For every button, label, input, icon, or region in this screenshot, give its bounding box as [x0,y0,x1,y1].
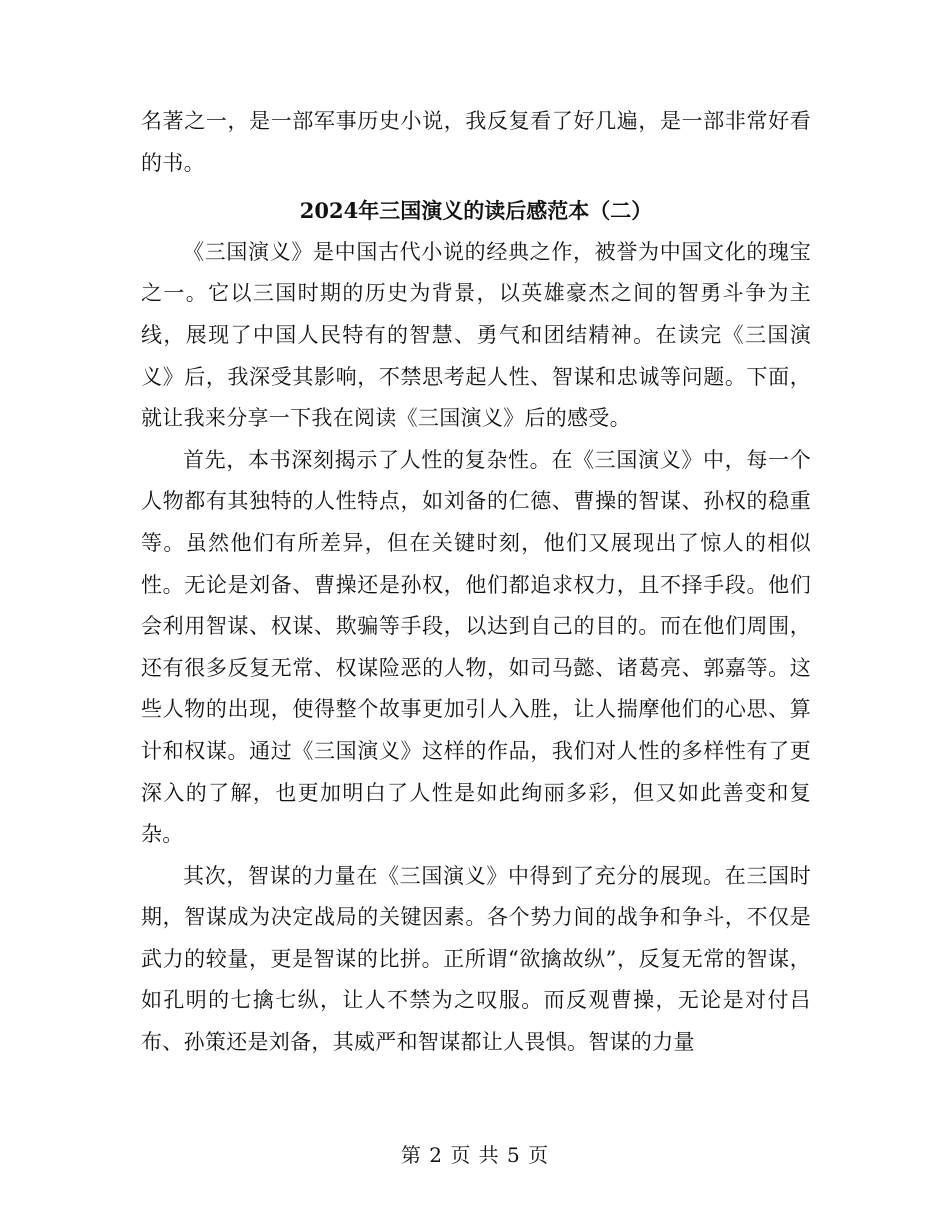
paragraph-intro: 《三国演义》是中国古代小说的经典之作，被誉为中国文化的瑰宝之一。它以三国时期的历史为背景，以英雄豪杰之间的智勇斗争为主线，展现了中国人民特有的智慧、勇气和团结精神。在读完《三国演义》后，我深受其影响，不禁思考起人性、智谋和忠诚等问题。下面，就让我来分享一下我在阅读《三国演义》后的感受。 [141,239,811,431]
continued-paragraph: 名著之一，是一部军事历史小说，我反复看了好几遍，是一部非常好看的书。 [141,109,811,175]
section-heading: 2024年三国演义的读后感范本（二） [299,198,653,224]
paragraph-human-nature: 首先，本书深刻揭示了人性的复杂性。在《三国演义》中，每一个人物都有其独特的人性特点，如刘备的仁德、曹操的智谋、孙权的稳重等。虽然他们有所差异，但在关键时刻，他们又展现出了惊人的相似性。无论是刘备、曹操还是孙权，他们都追求权力，且不择手段。他们会利用智谋、权谋、欺骗等手段，以达到自己的目的。而在他们周围，还有很多反复无常、权谋险恶的人物，如司马懿、诸葛亮、郭嘉等。这些人物的出现，使得整个故事更加引人入胜，让人揣摩他们的心思、算计和权谋。通过《三国演义》这样的作品，我们对人性的多样性有了更深入的了解，也更加明白了人性是如此绚丽多彩，但又如此善变和复杂。 [141,447,811,847]
document-body [141,101,811,1064]
paragraph-strategy: 其次，智谋的力量在《三国演义》中得到了充分的展现。在三国时期，智谋成为决定战局的关键因素。各个势力间的战争和争斗，不仅是武力的较量，更是智谋的比拼。正所谓“欲擒故纵”，反复无常的智谋，如孔明的七擒七纵，让人不禁为之叹服。而反观曹操，无论是对付吕布、孙策还是刘备，其威严和智谋都让人畏惧。智谋的力量 [141,863,811,1055]
page-number-footer: 第 2 页 共 5 页 [400,1143,550,1167]
